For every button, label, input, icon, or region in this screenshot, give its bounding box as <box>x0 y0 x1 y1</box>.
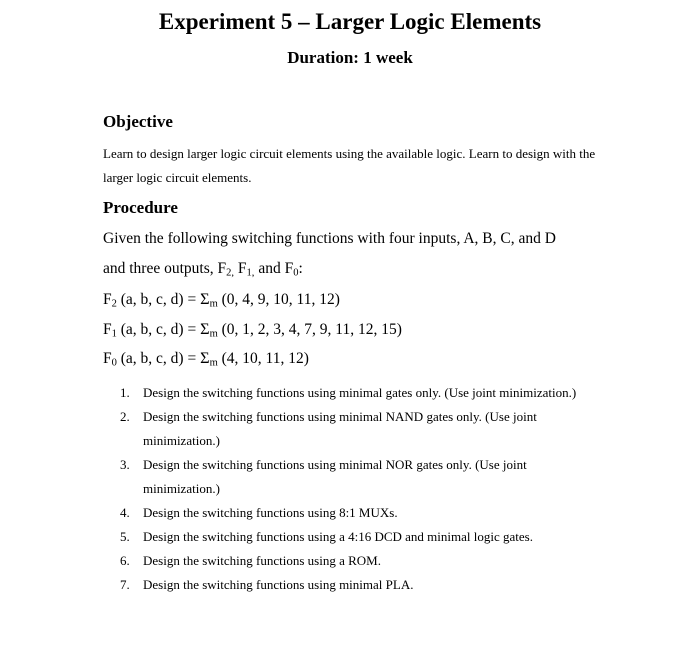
list-item: 3. Design the switching functions using minimal NOR gates only. (Use joint minimization.) <box>120 457 527 496</box>
equation-f2: $F_2$ (a, b, c, $d) = \Sigma_m$ (0, 4, 9, 10, 11, 12) <box>103 290 340 310</box>
list-item: 4. Design the switching functions using 8:1 MUXs. <box>120 505 398 520</box>
list-item: 5. Design the switching functions using a 4:16 DCD and minimal logic gates. <box>120 529 533 544</box>
equation-f1: $F_1$ (a, b, c, $d) = \Sigma_m$ (0, 1, 2, 3, 4, 7, 9, 11, 12, 15) <box>103 320 402 340</box>
task-list <box>120 381 590 597</box>
document-title: Experiment 5 – Larger Logic Elements <box>158 9 542 34</box>
list-item: 6. Design the switching functions using a ROM. <box>120 553 381 568</box>
equation-f0: $F_0$ (a, b, c, $d) = \Sigma_m$ (4, 10, 11, 12) <box>103 349 309 369</box>
duration-label: Duration: 1 week <box>287 48 413 67</box>
objective-text: Learn to design larger logic circuit elements using the available logic. Learn to design with the larger logic circuit elements. <box>103 146 596 185</box>
list-item: 7. Design the switching functions using minimal PLA. <box>120 577 414 592</box>
procedure-intro-line1: Given the following switching functions with four inputs, A, B, C, and D <box>103 230 556 247</box>
list-item: 2. Design the switching functions using minimal NAND gates only. (Use joint minimization.) <box>120 409 537 448</box>
objective-heading: Objective <box>103 112 173 131</box>
procedure-heading: Procedure <box>103 198 178 217</box>
procedure-intro-line2: and three outputs, $F_{2,}$ $F_{1,}$ and $F_0$: <box>103 260 303 279</box>
list-item: 1. Design the switching functions using minimal gates only. (Use joint minimization.) <box>120 385 577 400</box>
